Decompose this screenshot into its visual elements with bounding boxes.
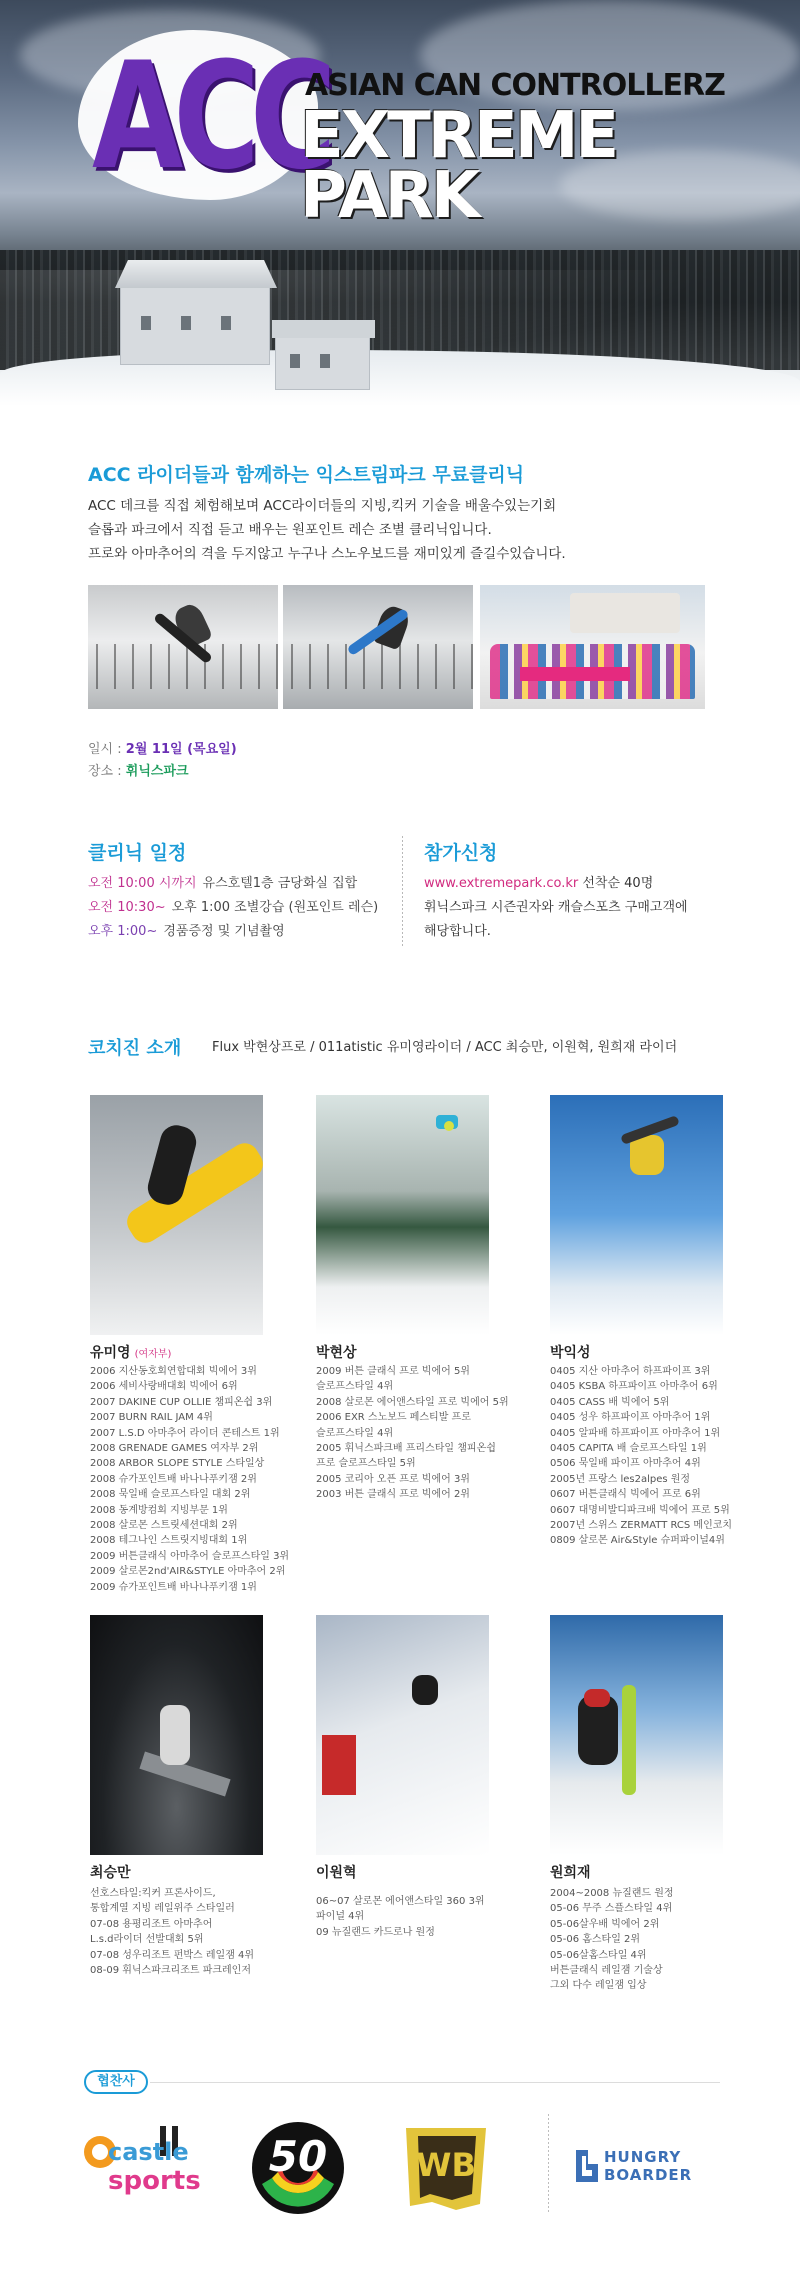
schedule-row: 오전 10:00 시까지 유스호텔1층 금당화실 집합 — [88, 876, 358, 891]
sponsor-label: 협찬사 — [84, 2070, 148, 2094]
photo-trick — [283, 585, 473, 709]
coach-name: 최승만 — [90, 1865, 131, 1881]
hungry-boarder-icon — [572, 2146, 602, 2186]
coach-photo-parkhyunsang — [316, 1095, 489, 1335]
lodge-building — [120, 285, 270, 365]
section-divider — [402, 836, 403, 946]
sponsor-logo-fifty[interactable]: 50 — [248, 2118, 348, 2218]
lodge-building-small — [275, 335, 370, 390]
sponsor-vertical-divider — [548, 2114, 549, 2214]
coach-name: 원희재 — [550, 1865, 591, 1881]
sponsor-divider — [150, 2082, 720, 2083]
coach-name: 이원혁 — [316, 1865, 357, 1881]
intro-description — [88, 494, 728, 566]
coach-photo-leewonhyuk — [316, 1615, 489, 1855]
coach-records: 0405 지산 아마추어 하프파이프 3위 0405 KSBA 하프파이프 아마추어 6위 0405 CASS 배 빅에어 5위 0405 성우 하프파이프 아마추어 1위 0405 알파배 하프파이프 아마추어 1위 0405 CAPITA 배 슬로프스타일 1위 0506 묵일배 파이프 아마추어 4위 2005년 프랑스 les2alpes 원정 0607 버튼클래식 빅에어 프로 6위 0607 대명비발디파크배 빅에어 프로 5위 2007년 스위스 ZERMATT RCS 메인코치 0809 살로몬 Air&Style 슈퍼파이널4위 — [550, 1366, 733, 1547]
sponsor-logo-castle-sports[interactable]: castle sports — [80, 2118, 210, 2218]
intro-line: 프로와 아마추어의 격을 두지않고 누구나 스노우보드를 재미있게 즐길수있습니다. — [88, 546, 566, 562]
coach-records: 2009 버튼 클래식 프로 빅에어 5위 슬로프스타일 4위 2008 살로몬 에어앤스타일 프로 빅에어 5위 2006 EXR 스노보드 페스티발 프로 슬로프스타일 4위 2005 휘닉스파크배 프리스타일 챔피온쉽 프로 슬로프스타일 5위 2005 코리아 오픈 프로 빅에어 3위 2003 버튼 클래식 프로 빅에어 2위 — [316, 1366, 509, 1501]
event-place: 장소 : 휘닉스파크 — [88, 764, 189, 779]
coach-name: 박익성 — [550, 1345, 591, 1361]
event-date: 일시 : 2월 11일 (목요일) — [88, 742, 237, 757]
coach-records: 06~07 살로몬 에어앤스타일 360 3위 파이널 4위 09 뉴질랜드 카드로나 원정 — [316, 1896, 485, 1938]
intro-line: ACC 데크를 직접 체험해보며 ACC라이더들의 지빙,킥커 기술을 배울수있는기회 — [88, 498, 557, 514]
coach-photo-choiseungman — [90, 1615, 263, 1855]
schedule-title: 클리닉 일정 — [88, 842, 187, 864]
logo-park: PARK — [300, 159, 478, 233]
photo-jump — [88, 585, 278, 709]
intro-title: ACC 라이더들과 함께하는 익스트림파크 무료클리닉 — [88, 464, 525, 486]
hero-banner — [0, 0, 800, 420]
apply-note: 해당합니다. — [424, 924, 491, 939]
sponsor-logo-hungry-boarder[interactable]: HUNGRY BOARDER — [572, 2118, 702, 2218]
coach-name: 유미영 (여자부) — [90, 1345, 172, 1361]
photo-group — [480, 585, 705, 709]
logo-acc: ACC — [92, 29, 327, 202]
coach-photo-parkiksung — [550, 1095, 723, 1335]
apply-link[interactable]: www.extremepark.co.kr — [424, 876, 579, 891]
coaches-subtitle: Flux 박현상프로 / 011atistic 유미영라이더 / ACC 최승만, 이원혁, 원희재 라이더 — [212, 1040, 678, 1055]
intro-line: 슬롭과 파크에서 직접 듣고 배우는 원포인트 레슨 조별 클리닉입니다. — [88, 522, 492, 538]
coach-records: 2006 지산동호회연합대회 빅에어 3위 2006 세비사랑배대회 빅에어 6위 2007 DAKINE CUP OLLIE 챔피온쉽 3위 2007 BURN RAIL JAM 4위 2007 L.S.D 아마추어 라이더 콘테스트 1위 2008 GRENADE GAMES 여자부 2위 2008 ARBOR SLOPE STYLE 스타일상 2008 슈가포인트배 바나나푸키잼 2위 2008 묵일배 슬로프스타일 대회 2위 2008 동계방컴회 지빙부문 1위 2008 살로몬 스트릿세션대회 2위 2008 테그나인 스트릿지빙대회 1위 2009 버튼클래식 아마추어 슬로프스타일 3위 2009 살로몬2nd'AIR&STYLE 아마추어 2위 2009 슈가포인트배 바나나푸키잼 1위 — [90, 1366, 290, 1593]
logo-extreme: EXTREME — [300, 99, 617, 173]
coach-records: 2004~2008 뉴질랜드 원정 05-06 무주 스플스타일 4위 05-06살우배 빅에어 2위 05-06 홈스타일 2위 05-06살홈스타일 4위 버튼클래식 레일잼 기술상 그외 다수 레일잼 입상 — [550, 1888, 674, 1992]
apply-title: 참가신청 — [424, 842, 498, 864]
coach-photo-yumiyoung — [90, 1095, 263, 1335]
coach-records: 선호스타일:킥커 프론사이드, 통합계열 지빙 레일위주 스타일러 07-08 용평리조트 아마추어 L.s.d라이더 선발대회 5위 07-08 성우리조트 펀박스 레일잼 4위 08-09 휘닉스파크리조트 파크레인저 — [90, 1888, 255, 1977]
coach-name: 박현상 — [316, 1345, 357, 1361]
schedule-row: 오후 1:00~ 경품증정 및 기념촬영 — [88, 924, 285, 939]
apply-link-row: www.extremepark.co.kr 선착순 40명 — [424, 876, 654, 891]
coaches-title: 코치진 소개 — [88, 1038, 182, 1059]
sponsor-logo-wb[interactable]: WB — [396, 2118, 496, 2218]
logo-tagline: ASIAN CAN CONTROLLERZ — [305, 68, 725, 103]
apply-note: 휘닉스파크 시즌권자와 캐슬스포츠 구매고객에 — [424, 900, 688, 915]
coach-photo-wonheejae — [550, 1615, 723, 1855]
schedule-row: 오전 10:30~ 오후 1:00 조별강습 (원포인트 레슨) — [88, 900, 379, 915]
